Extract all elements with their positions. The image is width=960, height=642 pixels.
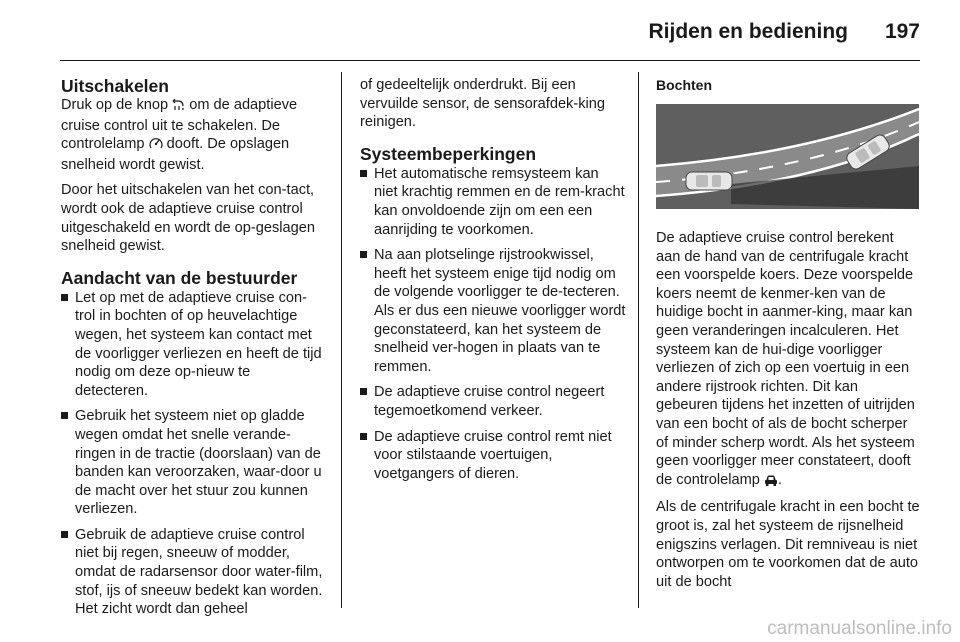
section-systeembeperkingen — [360, 144, 626, 484]
cruise-control-lamp-icon — [149, 137, 163, 156]
text-fragment: dooft. De opslagen snelheid wordt gewist. — [61, 136, 290, 173]
column-2 — [360, 76, 626, 490]
list-item-text: Gebruik de adaptieve cruise control niet bij regen, sneeuw of modder, omdat de radarsensor door water-film, stof, ijs of sneeuw bedekt kan worden. Het zicht wordt dan geheel — [75, 526, 323, 618]
text-fragment: Druk op de knop — [61, 97, 173, 113]
text-fragment: De adaptieve cruise control berekent aan de hand van de centrifugale kracht een voorspelde koers. Deze voorspelde koers neemt de kenmer-ken van de huidige bocht in aanmer-king, maar kan geen veranderingen incalculeren. Het systeem kan de hui-dige voorligger verliezen of zich op een voertuig in een andere rijstrook richten. Dit kan gebeuren tijdens het inzetten of uitrijden van een bocht of als de bocht scherper of minder scherp wordt. Als het systeem geen voorligger meer constateert, dooft de controlelamp — [656, 230, 915, 488]
page-number: 197 — [884, 20, 920, 43]
heading-bochten: Bochten — [656, 77, 712, 93]
heading-uitschakelen: Uitschakelen — [61, 76, 169, 96]
heading-systeembeperkingen: Systeembeperkingen — [360, 143, 537, 164]
list-item-text: Het automatische remsysteem kan niet krachtig remmen en de rem-kracht kan onvoldoende zijn om een een aanrijding te voorkomen. — [374, 165, 625, 238]
column-1 — [61, 76, 326, 626]
list-systeembeperkingen — [360, 165, 626, 484]
list-item-text: Let op met de adaptieve cruise con-trol in bochten of op heuvelachtige wegen, het systeem kan contact met de voorligger verliezen en heeft de tijd nodig om deze op-nieuw te detecteren. — [75, 289, 322, 399]
list-item — [360, 165, 626, 239]
paragraph-uitschakelen-1 — [61, 96, 326, 174]
bullet-square-icon — [360, 251, 367, 258]
list-item — [61, 526, 326, 619]
list-aandacht — [61, 289, 326, 619]
text-fragment: om de adaptieve cruise control uit te schakelen. De controlelamp — [61, 97, 298, 153]
heading-aandacht: Aandacht van de bestuurder — [61, 267, 298, 288]
list-item-text: De adaptieve cruise control remt niet voor stilstaande voertuigen, voetgangers of dieren. — [374, 428, 612, 482]
list-item-text: De adaptieve cruise control negeert tegemoetkomend verkeer. — [374, 384, 605, 419]
list-item-text: Na aan plotselinge rijstrookwissel, heeft het systeem enige tijd nodig om de volgende voorligger te de-tecteren. Als er dus een nieuwe voorligger wordt geconstateerd, kan het systeem de snelheid ver-hogen in plaats van te remmen. — [374, 247, 626, 375]
list-item — [61, 407, 326, 519]
bullet-square-icon — [360, 433, 367, 440]
header-rule — [60, 60, 920, 61]
paragraph-bochten-2: Als de centrifugale kracht in een bocht te groot is, zal het systeem de rijsnelheid enigszins verlagen. Dit remniveau is niet ontworpen om te voorkomen dat de auto uit de bocht — [656, 499, 920, 590]
list-item — [360, 246, 626, 376]
curve-illustration — [656, 104, 919, 209]
list-item — [360, 428, 626, 484]
bullet-square-icon — [61, 531, 68, 538]
list-item — [61, 289, 326, 401]
section-aandacht — [61, 268, 326, 619]
column-divider-1 — [341, 72, 342, 608]
bullet-square-icon — [360, 388, 367, 395]
text-fragment: . — [777, 471, 782, 488]
bullet-square-icon — [61, 294, 68, 301]
paragraph-uitschakelen-2: Door het uitschakelen van het con-tact, wordt ook de adaptieve cruise control uitgeschakeld en wordt de op-geslagen snelheid gewist. — [61, 182, 315, 255]
list-item-text: Gebruik het systeem niet op gladde wegen omdat het snelle verande-ringen in de tractie (doorslaan) van de banden kan veroorzaken, waar-door u de macht over het stuur zou kunnen verliezen. — [75, 408, 322, 518]
own-car-icon — [686, 172, 732, 190]
paragraph-continuation: of gedeeltelijk onderdrukt. Bij een vervuilde sensor, de sensorafdek-king reinigen. — [360, 77, 605, 131]
column-3 — [656, 76, 922, 598]
paragraph-bochten-1 — [656, 229, 922, 491]
page-header — [60, 14, 920, 60]
vehicle-ahead-icon — [764, 473, 778, 492]
bullet-square-icon — [61, 412, 68, 419]
cruise-off-icon — [172, 98, 185, 117]
page-title: Rijden en bediening — [648, 20, 848, 43]
bullet-square-icon — [360, 170, 367, 177]
column-divider-2 — [638, 72, 639, 608]
watermark: carmanualsonline.info — [767, 618, 952, 639]
list-item — [360, 383, 626, 420]
